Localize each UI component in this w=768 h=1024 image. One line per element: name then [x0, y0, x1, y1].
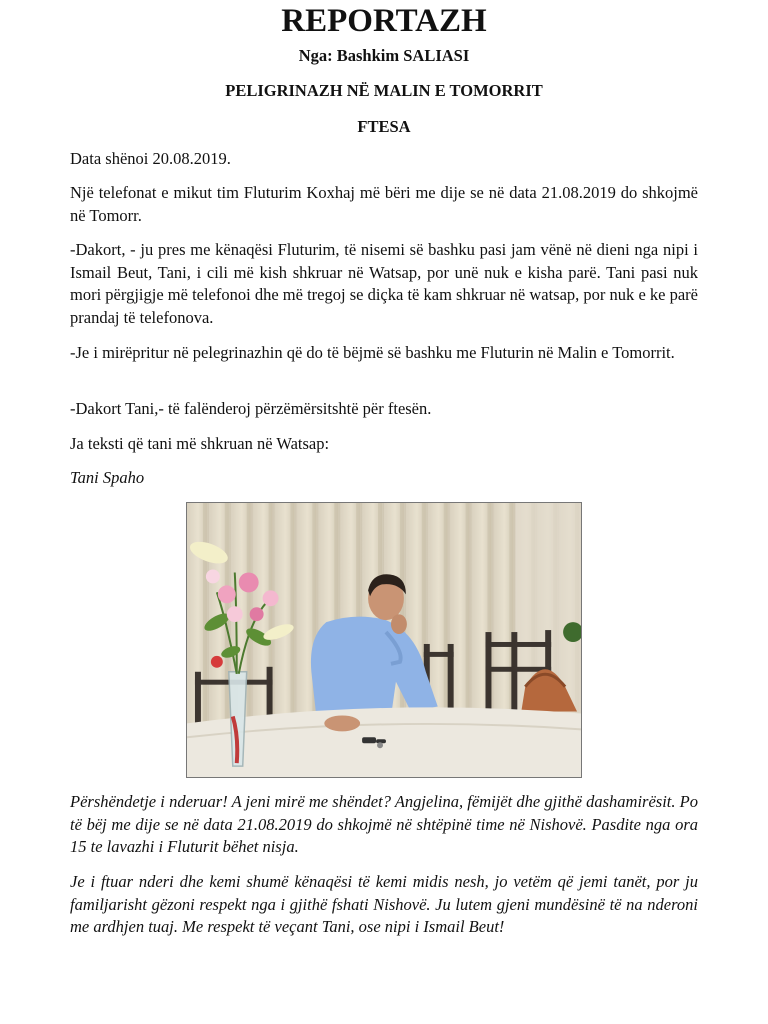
byline: Nga: Bashkim SALIASI — [298, 46, 470, 65]
section-heading: FTESA — [357, 117, 411, 136]
document-title: REPORTAZH — [281, 3, 487, 39]
paragraph-phone-call: Një telefonat e mikut tim Fluturim Koxhaj më bëri me dije se në data 21.08.2019 do shkojmë në Tomorr. — [70, 183, 698, 225]
paragraph-reply: -Dakort, - ju pres me kënaqësi Fluturim, të nisemi së bashku pasi jam vënë në dieni nga nipi i Ismail Beut, Tani, i cili më kish shkruar në Watsap, por unë nuk e kisha parë. Tani pasi nuk mori përgjigje më telefonoi dhe më tregoj se diçka të kam shkruar në watsap, por nuk e ke parë prandaj të telefonova. — [70, 240, 698, 327]
paragraph-welcome: -Je i mirëpritur në pelegrinazhin që do të bëjmë së bashku me Fluturin në Malin e Tomorrit. — [70, 343, 675, 362]
document-subtitle: PELIGRINAZH NË MALIN E TOMORRIT — [225, 81, 543, 100]
author-name: Tani Spaho — [70, 468, 145, 487]
message-paragraph-invitation: Je i ftuar nderi dhe kemi shumë kënaqësi të kemi midis nesh, jo vetëm që jemi tanët, por ju familjarisht gëzoni respekt nga i gjithë fshati Nishovë. Ju lutem gjeni mundësinë të na nderoni me ardhjen tuaj. Me respekt të veçant Tani, ose nipi i Ismail Beut! — [70, 872, 698, 936]
paragraph-thanks: -Dakort Tani,- të falënderoj përzëmërsitshtë për ftesën. — [70, 399, 432, 418]
photo-image — [187, 503, 581, 777]
paragraph-date: Data shënoi 20.08.2019. — [70, 149, 231, 168]
message-paragraph-greeting: Përshëndetje i nderuar! A jeni mirë me shëndet? Angjelina, fëmijët dhe gjithë dashamirësit. Po të bëj me dije se në data 21.08.2019 do shkojmë në shtëpinë time në Nishovë. Pasdite nga ora 15 te lavazhi i Fluturit bëhet nisja. — [70, 792, 698, 856]
paragraph-intro-text: Ja teksti që tani më shkruan në Watsap: — [70, 434, 330, 453]
photo-man-at-table — [186, 502, 582, 778]
